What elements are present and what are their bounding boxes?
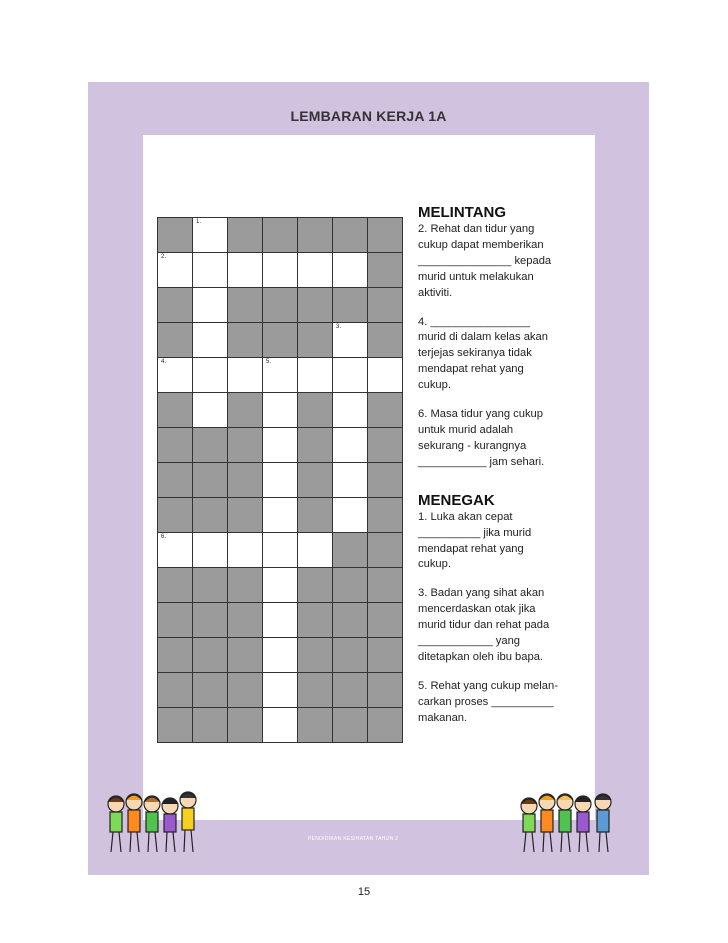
crossword-block-cell (158, 323, 193, 358)
down-clue-3-line: ditetapkan oleh ibu bapa. (418, 650, 544, 663)
crossword-block-cell (158, 218, 193, 253)
crossword-block-cell (333, 218, 368, 253)
crossword-answer-cell[interactable] (263, 393, 298, 428)
clue-number: 5. (266, 359, 272, 365)
crossword-answer-cell[interactable] (263, 428, 298, 463)
crossword-block-cell (228, 323, 263, 358)
crossword-block-cell (158, 708, 193, 743)
crossword-block-cell (333, 673, 368, 708)
footer-text: PENDIDIKAN KESIHATAN TAHUN 2 (308, 836, 399, 842)
crossword-block-cell (158, 393, 193, 428)
down-clue-5-line: carkan proses __________ (418, 695, 554, 708)
children-illustration-right (515, 790, 625, 860)
across-clue-6-line: 6. Masa tidur yang cukup (418, 408, 543, 421)
crossword-answer-cell[interactable] (193, 323, 228, 358)
crossword-block-cell (228, 708, 263, 743)
across-heading: MELINTANG (418, 204, 507, 221)
crossword-answer-cell[interactable] (228, 533, 263, 568)
crossword-answer-cell[interactable] (333, 253, 368, 288)
crossword-answer-cell[interactable] (263, 533, 298, 568)
crossword-block-cell (263, 218, 298, 253)
across-clue-2-line: 2. Rehat dan tidur yang (418, 223, 535, 235)
crossword-block-cell (368, 253, 403, 288)
crossword-block-cell (228, 568, 263, 603)
crossword-block-cell (158, 673, 193, 708)
crossword-block-cell (158, 288, 193, 323)
crossword-answer-cell[interactable] (228, 253, 263, 288)
crossword-block-cell (228, 603, 263, 638)
crossword-block-cell (193, 603, 228, 638)
down-clue-1-line: cukup. (418, 558, 451, 571)
crossword-answer-cell[interactable] (333, 323, 368, 358)
crossword-answer-cell[interactable] (193, 253, 228, 288)
crossword-answer-cell[interactable] (333, 428, 368, 463)
down-clue-5-line: 5. Rehat yang cukup melan- (418, 679, 558, 692)
crossword-block-cell (368, 218, 403, 253)
down-clue-3-line: ____________ yang (418, 635, 521, 648)
crossword-answer-cell[interactable] (368, 358, 403, 393)
down-clue-3-line: mencerdaskan otak jika (418, 603, 536, 616)
crossword-block-cell (298, 463, 333, 498)
crossword-block-cell (368, 428, 403, 463)
crossword-block-cell (333, 288, 368, 323)
crossword-answer-cell[interactable] (298, 253, 333, 288)
crossword-block-cell (193, 463, 228, 498)
crossword-answer-cell[interactable] (158, 358, 193, 393)
crossword-block-cell (263, 323, 298, 358)
clues-panel (418, 203, 588, 727)
crossword-block-cell (228, 498, 263, 533)
crossword-answer-cell[interactable] (298, 358, 333, 393)
down-clue-1-line: 1. Luka akan cepat (418, 510, 513, 523)
crossword-block-cell (368, 673, 403, 708)
across-clue-4-line: mendapat rehat yang (418, 363, 524, 376)
crossword-block-cell (228, 393, 263, 428)
crossword-block-cell (193, 428, 228, 463)
across-clue-2-line: aktiviti. (418, 286, 453, 299)
crossword-block-cell (193, 638, 228, 673)
crossword-block-cell (298, 323, 333, 358)
crossword-block-cell (298, 638, 333, 673)
across-clue-2-line: murid untuk melakukan (418, 270, 534, 283)
crossword-block-cell (158, 638, 193, 673)
crossword-block-cell (228, 428, 263, 463)
crossword-answer-cell[interactable] (263, 358, 298, 393)
crossword-block-cell (193, 708, 228, 743)
crossword-block-cell (333, 638, 368, 673)
crossword-answer-cell[interactable] (263, 673, 298, 708)
clue-number: 2. (161, 254, 167, 260)
down-clue-1-line: __________ jika murid (418, 526, 532, 539)
crossword-block-cell (228, 638, 263, 673)
down-clue-5-line: makanan. (418, 711, 468, 724)
across-clue-4-line: terjejas sekiranya tidak (418, 347, 532, 360)
crossword-answer-cell[interactable] (263, 498, 298, 533)
across-clue-2-line: cukup dapat memberikan (418, 238, 544, 251)
crossword-answer-cell[interactable] (333, 463, 368, 498)
crossword-block-cell (298, 603, 333, 638)
crossword-block-cell (263, 288, 298, 323)
crossword-answer-cell[interactable] (158, 533, 193, 568)
down-clue-1-line: mendapat rehat yang (418, 542, 524, 555)
children-illustration-left (102, 790, 212, 860)
across-clue-2-line: _______________ kepada (418, 254, 552, 267)
crossword-block-cell (298, 393, 333, 428)
crossword-block-cell (158, 463, 193, 498)
crossword-answer-cell[interactable] (333, 498, 368, 533)
clue-number: 6. (161, 534, 167, 540)
across-clue-4-line: murid di dalam kelas akan (418, 331, 548, 344)
crossword-answer-cell[interactable] (298, 533, 333, 568)
crossword-block-cell (228, 673, 263, 708)
crossword-answer-cell[interactable] (263, 463, 298, 498)
crossword-block-cell (333, 568, 368, 603)
crossword-block-cell (228, 218, 263, 253)
crossword-answer-cell[interactable] (193, 393, 228, 428)
crossword-block-cell (158, 603, 193, 638)
across-clue-4-line: 4. ________________ (418, 315, 530, 328)
across-clue-4-line: cukup. (418, 379, 451, 392)
crossword-block-cell (298, 288, 333, 323)
crossword-block-cell (158, 498, 193, 533)
crossword-answer-cell[interactable] (193, 358, 228, 393)
crossword-block-cell (368, 568, 403, 603)
crossword-block-cell (193, 673, 228, 708)
crossword-block-cell (193, 498, 228, 533)
crossword-block-cell (298, 428, 333, 463)
crossword-block-cell (368, 463, 403, 498)
across-clue-6-line: sekurang - kurangnya (418, 439, 527, 452)
crossword-block-cell (158, 428, 193, 463)
crossword-block-cell (333, 533, 368, 568)
crossword-grid (157, 217, 403, 743)
crossword-block-cell (368, 498, 403, 533)
page-number: 15 (357, 886, 371, 898)
crossword-answer-cell[interactable] (158, 253, 193, 288)
clue-number: 3. (336, 324, 342, 330)
crossword-block-cell (228, 463, 263, 498)
crossword-block-cell (368, 533, 403, 568)
down-clue-3-line: 3. Badan yang sihat akan (418, 587, 545, 600)
crossword-block-cell (368, 603, 403, 638)
crossword-block-cell (368, 638, 403, 673)
across-clue-6-line: untuk murid adalah (418, 423, 514, 436)
crossword-block-cell (298, 218, 333, 253)
crossword-block-cell (298, 673, 333, 708)
crossword-block-cell (333, 708, 368, 743)
clue-number: 1. (196, 219, 202, 225)
crossword-answer-cell[interactable] (263, 708, 298, 743)
crossword-block-cell (193, 568, 228, 603)
crossword-block-cell (368, 288, 403, 323)
crossword-answer-cell[interactable] (263, 568, 298, 603)
across-clue-6-line: ___________ jam sehari. (418, 455, 545, 468)
crossword-answer-cell[interactable] (263, 603, 298, 638)
crossword-block-cell (368, 708, 403, 743)
crossword-block-cell (228, 288, 263, 323)
crossword-answer-cell[interactable] (263, 253, 298, 288)
worksheet-title: LEMBARAN KERJA 1A (290, 108, 447, 124)
crossword-answer-cell[interactable] (193, 288, 228, 323)
crossword-answer-cell[interactable] (228, 358, 263, 393)
crossword-answer-cell[interactable] (263, 638, 298, 673)
crossword-answer-cell[interactable] (333, 393, 368, 428)
crossword-block-cell (158, 568, 193, 603)
crossword-block-cell (368, 323, 403, 358)
crossword-block-cell (333, 603, 368, 638)
crossword-block-cell (298, 568, 333, 603)
crossword-block-cell (298, 498, 333, 533)
crossword-answer-cell[interactable] (193, 218, 228, 253)
down-clue-3-line: murid tidur dan rehat pada (418, 619, 550, 632)
crossword-block-cell (298, 708, 333, 743)
crossword-block-cell (368, 393, 403, 428)
clue-number: 4. (161, 359, 167, 365)
down-heading: MENEGAK (418, 491, 495, 509)
crossword-answer-cell[interactable] (193, 533, 228, 568)
crossword-answer-cell[interactable] (333, 358, 368, 393)
